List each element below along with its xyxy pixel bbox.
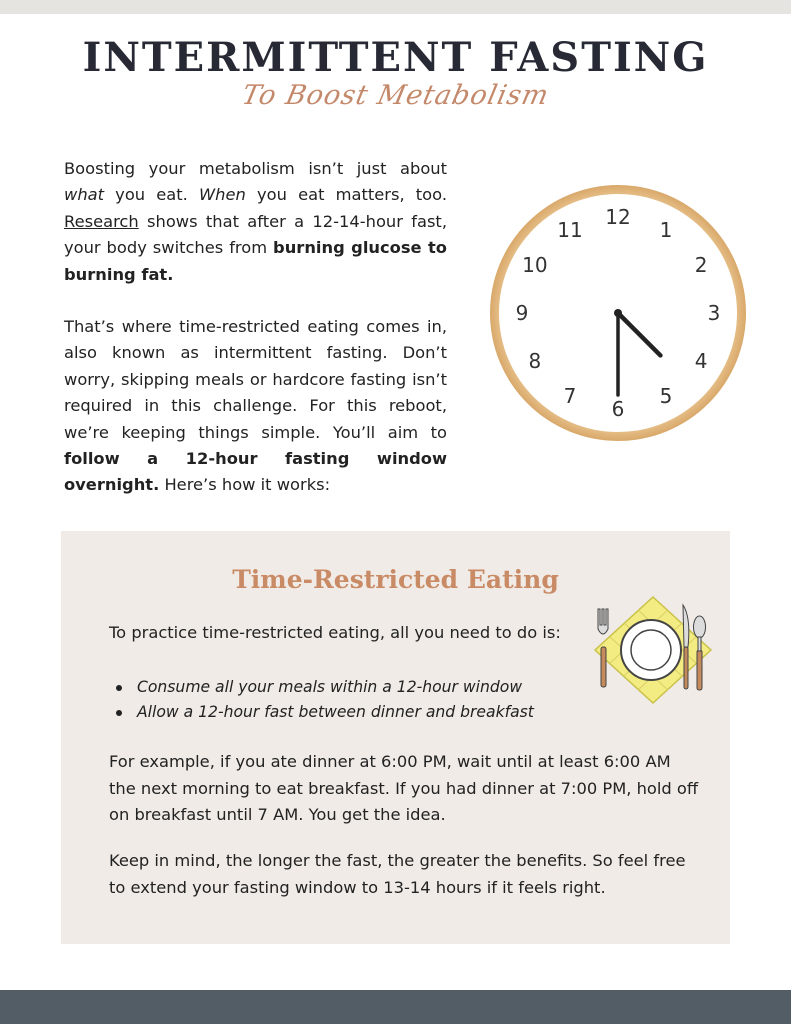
intro-text-span: shows that after a 12-14-hour fast, your body switches from <box>64 211 447 258</box>
clock-number: 12 <box>605 205 631 229</box>
clock-number: 10 <box>522 253 548 277</box>
intro-text <box>64 156 447 499</box>
list-item <box>113 700 534 725</box>
clock-number: 5 <box>659 384 673 409</box>
intro-text-span: That’s where time-restricted eating comes in, also known as intermittent fasting. Don’t worry, skipping meals or hardcore fasting isn’t required in this challenge. For this reboot, we’re keeping things simple. You’ll aim to <box>64 317 447 442</box>
intro-text-span: Boosting your metabolism isn’t just about <box>64 159 447 178</box>
clock-number: 8 <box>528 349 542 373</box>
clock-center-pin <box>614 309 622 317</box>
bullet-dot <box>116 710 122 716</box>
clock-number: 11 <box>557 217 583 242</box>
page-subtitle: To Boost Metabolism <box>239 80 552 111</box>
intro-paragraph-1 <box>64 156 447 288</box>
clock-number: 6 <box>611 397 625 421</box>
clock-number: 2 <box>694 253 708 277</box>
intro-bold-glucose: burning glucose to burning fat. <box>64 238 447 284</box>
plate-cutlery-icon <box>593 595 713 705</box>
intro-emphasis-when: When <box>199 185 246 205</box>
clock-number: 7 <box>563 384 577 409</box>
bottom-band <box>0 990 791 1024</box>
bullet-dot <box>116 685 122 691</box>
list-item-text: Consume all your meals within a 12-hour window <box>137 678 523 696</box>
top-band <box>0 0 791 14</box>
intro-paragraph-2 <box>64 314 447 499</box>
intro-text-span: you eat matters, too. <box>245 185 447 205</box>
page-title: INTERMITTENT FASTING <box>82 34 709 81</box>
clock-number: 3 <box>707 301 721 325</box>
time-restricted-panel <box>61 531 730 944</box>
list-item <box>113 675 534 700</box>
clock-number: 9 <box>515 301 529 325</box>
example-paragraph: For example, if you ate dinner at 6:00 PM, wait until at least 6:00 AM the next morning to eat breakfast. If you had dinner at 7:00 PM, hold off on breakfast until 7 AM. You get the idea. <box>109 752 699 824</box>
intro-bold-window: follow a 12-hour fasting window overnight. <box>64 449 447 495</box>
list-item-text: Allow a 12-hour fast between dinner and breakfast <box>137 703 534 721</box>
panel-lead: To practice time-restricted eating, all you need to do is: <box>109 623 561 642</box>
clock-number: 4 <box>694 349 708 373</box>
clock-icon <box>488 183 748 443</box>
clock-illustration <box>488 183 748 443</box>
panel-heading: Time-Restricted Eating <box>232 565 559 594</box>
intro-emphasis-what: what <box>64 185 104 205</box>
clock-number: 1 <box>659 217 673 242</box>
tip-paragraph: Keep in mind, the longer the fast, the greater the benefits. So feel free to extend your fasting window to 13-14 hours if it feels right. <box>109 851 686 897</box>
intro-text-span: you eat. <box>104 185 200 205</box>
intro-text-span: Here’s how it works: <box>159 475 331 495</box>
bullet-list <box>113 675 534 725</box>
research-link[interactable]: Research <box>64 211 139 231</box>
